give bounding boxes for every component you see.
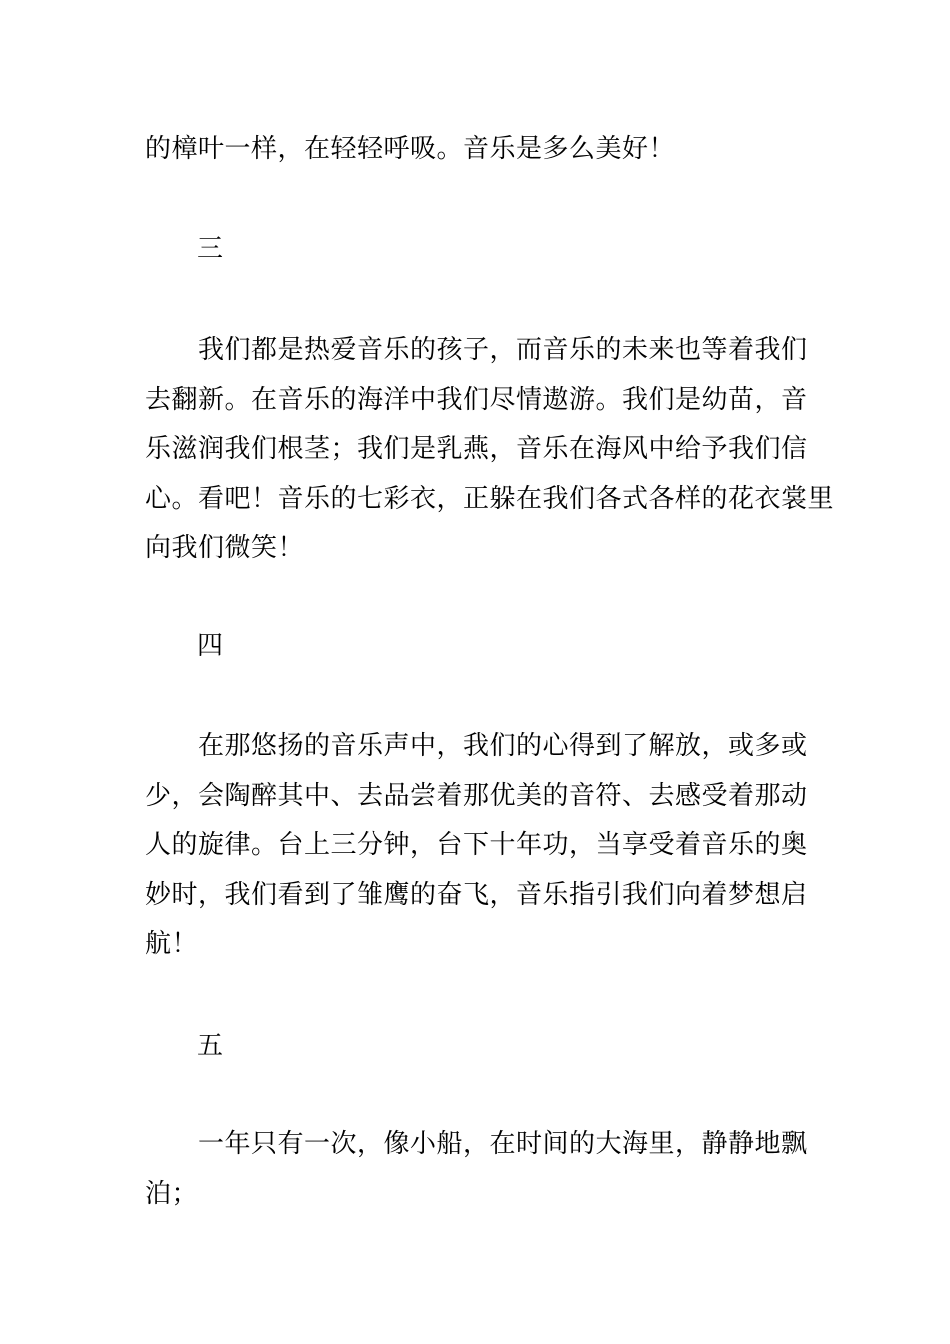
section-heading-5: 五 <box>197 1031 224 1061</box>
text-line: 航！ <box>145 929 199 959</box>
text-line: 去翻新。在音乐的海洋中我们尽情遨游。我们是幼苗，音 <box>145 384 808 415</box>
paragraph-3 <box>145 326 835 574</box>
paragraph-5 <box>145 1120 810 1219</box>
text-line: 乐滋润我们根茎；我们是乳燕，音乐在海风中给予我们信 <box>145 434 808 464</box>
text-line: 心。看吧！音乐的七彩衣，正躲在我们各式各样的花衣裳里 <box>145 483 835 514</box>
paragraph-continued <box>145 125 810 175</box>
text-line: 泊； <box>145 1178 199 1209</box>
text-line: 的樟叶一样，在轻轻呼吸。音乐是多么美好！ <box>145 134 676 164</box>
text-line: 少，会陶醉其中、去品尝着那优美的音符、去感受着那动 <box>145 780 808 811</box>
paragraph-4 <box>145 722 810 970</box>
text-line: 我们都是热爱音乐的孩子，而音乐的未来也等着我们 <box>198 335 808 365</box>
section-heading-3: 三 <box>197 234 224 264</box>
section-heading-4: 四 <box>197 631 224 661</box>
text-line: 人的旋律。台上三分钟，台下十年功，当享受着音乐的奥 <box>145 830 808 860</box>
text-line: 在那悠扬的音乐声中，我们的心得到了解放，或多或 <box>198 731 808 761</box>
text-line: 向我们微笑！ <box>145 533 305 563</box>
text-line: 妙时，我们看到了雏鹰的奋飞，音乐指引我们向着梦想启 <box>145 879 808 910</box>
text-line: 一年只有一次，像小船，在时间的大海里，静静地飘 <box>198 1129 808 1159</box>
